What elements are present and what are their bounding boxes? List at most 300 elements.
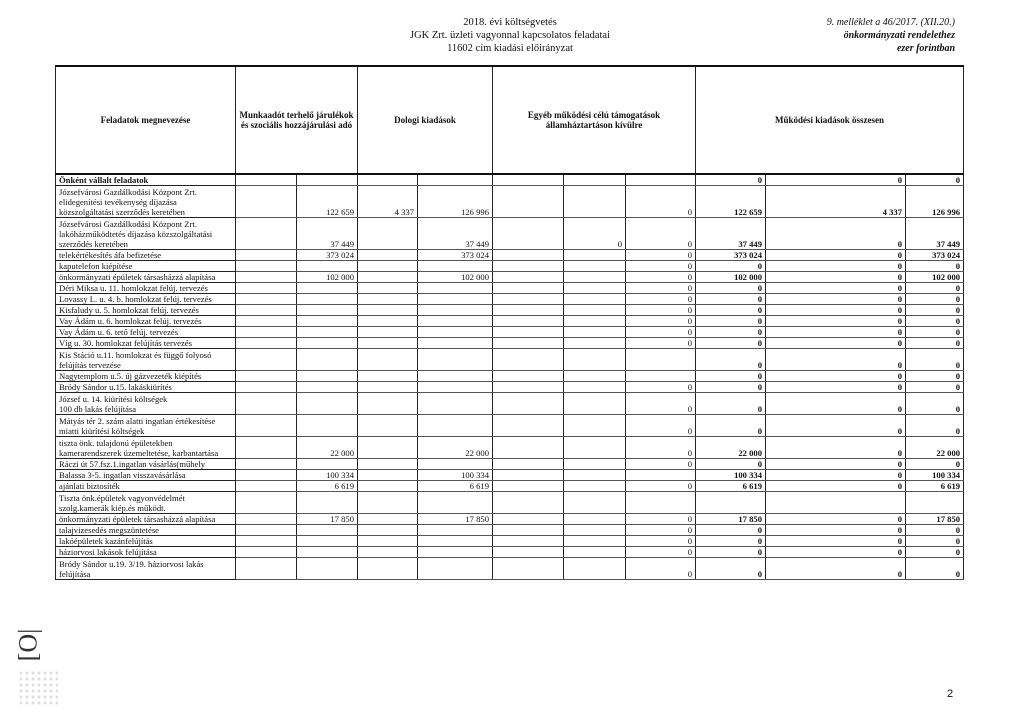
amount-cell: 0 bbox=[766, 218, 906, 250]
task-name-cell bbox=[56, 492, 236, 514]
amount-cell bbox=[358, 338, 418, 349]
task-name-line: Józsefvárosi Gazdálkodási Központ Zrt. bbox=[59, 219, 197, 229]
amount-cell bbox=[564, 261, 626, 272]
amount-cell: 17 850 bbox=[297, 514, 358, 525]
task-name-line: szerződés keretében bbox=[59, 239, 128, 249]
amount-cell bbox=[358, 525, 418, 536]
amount-cell: 122 659 bbox=[297, 186, 358, 218]
amount-cell: 0 bbox=[906, 294, 964, 305]
column-header-task: Feladatok megnevezése bbox=[56, 66, 236, 174]
amount-cell bbox=[297, 415, 358, 437]
amount-cell bbox=[358, 536, 418, 547]
amount-cell bbox=[358, 481, 418, 492]
task-name-cell bbox=[56, 316, 236, 327]
task-name-cell bbox=[56, 459, 236, 470]
task-name-cell bbox=[56, 174, 236, 186]
amount-cell bbox=[297, 393, 358, 415]
amount-cell bbox=[696, 492, 766, 514]
amount-cell: 0 bbox=[906, 283, 964, 294]
task-name-line: Ráczi út 57.fsz.1.ingatlan vásárlás(műhely bbox=[59, 459, 206, 469]
task-name-line: Bródy Sándor u.19. 3/19. háziorvosi lakás bbox=[59, 559, 204, 569]
amount-cell: 0 bbox=[766, 272, 906, 283]
spacer-cell bbox=[236, 261, 297, 272]
amount-cell: 0 bbox=[626, 525, 696, 536]
amount-cell: 0 bbox=[696, 547, 766, 558]
table-row bbox=[56, 316, 964, 327]
spacer-cell bbox=[236, 327, 297, 338]
spacer-cell bbox=[236, 283, 297, 294]
spacer-cell bbox=[236, 174, 297, 186]
amount-cell bbox=[418, 459, 493, 470]
amount-cell: 0 bbox=[766, 481, 906, 492]
amount-cell bbox=[564, 174, 626, 186]
spacer-cell bbox=[236, 338, 297, 349]
amount-cell bbox=[358, 305, 418, 316]
amount-cell: 0 bbox=[766, 415, 906, 437]
spacer-cell bbox=[493, 272, 564, 283]
amount-cell: 0 bbox=[626, 558, 696, 580]
amount-cell bbox=[564, 514, 626, 525]
task-name-cell bbox=[56, 218, 236, 250]
amount-cell bbox=[297, 305, 358, 316]
spacer-cell bbox=[493, 558, 564, 580]
amount-cell: 0 bbox=[906, 371, 964, 382]
amount-cell: 0 bbox=[906, 415, 964, 437]
spacer-cell bbox=[236, 547, 297, 558]
amount-cell bbox=[564, 283, 626, 294]
amount-cell bbox=[297, 349, 358, 371]
task-name-cell bbox=[56, 371, 236, 382]
amount-cell: 0 bbox=[906, 338, 964, 349]
task-name-line: Déri Miksa u. 11. homlokzat felúj. tervezés bbox=[59, 283, 208, 293]
amount-cell bbox=[418, 327, 493, 338]
amount-cell bbox=[297, 382, 358, 393]
spacer-cell bbox=[493, 338, 564, 349]
amount-cell: 0 bbox=[906, 327, 964, 338]
table-row bbox=[56, 525, 964, 536]
task-name-line: Kisfaludy u. 5. homlokzat felúj. tervezés bbox=[59, 305, 199, 315]
amount-cell: 0 bbox=[626, 415, 696, 437]
amount-cell: 0 bbox=[766, 261, 906, 272]
amount-cell: 0 bbox=[696, 305, 766, 316]
amount-cell: 373 024 bbox=[297, 250, 358, 261]
amount-cell bbox=[626, 492, 696, 514]
amount-cell bbox=[564, 481, 626, 492]
handwritten-margin-mark: [O| bbox=[13, 628, 43, 662]
amount-cell: 17 850 bbox=[418, 514, 493, 525]
spacer-cell bbox=[493, 261, 564, 272]
amount-cell bbox=[297, 492, 358, 514]
task-name-line: lakóházműködtetés díjazása közszolgáltatási bbox=[59, 229, 213, 239]
task-name-cell bbox=[56, 327, 236, 338]
amount-cell bbox=[297, 174, 358, 186]
task-name-cell bbox=[56, 186, 236, 218]
amount-cell bbox=[358, 261, 418, 272]
table-row bbox=[56, 305, 964, 316]
task-name-line: Bródy Sándor u.15. lakáskiürítés bbox=[59, 382, 172, 392]
task-name-line: háziorvosi lakások felújítása bbox=[59, 547, 157, 557]
amount-cell: 0 bbox=[696, 294, 766, 305]
amount-cell: 0 bbox=[766, 470, 906, 481]
spacer-cell bbox=[236, 218, 297, 250]
amount-cell: 0 bbox=[696, 338, 766, 349]
amount-cell bbox=[418, 492, 493, 514]
task-name-line: elidegenítési tevékenység díjazása bbox=[59, 197, 177, 207]
amount-cell bbox=[358, 382, 418, 393]
spacer-cell bbox=[493, 536, 564, 547]
amount-cell: 0 bbox=[766, 349, 906, 371]
amount-cell bbox=[418, 371, 493, 382]
amount-cell bbox=[297, 294, 358, 305]
table-row bbox=[56, 349, 964, 371]
amount-cell: 17 850 bbox=[906, 514, 964, 525]
amount-cell bbox=[358, 514, 418, 525]
amount-cell bbox=[564, 272, 626, 283]
amount-cell: 0 bbox=[626, 547, 696, 558]
task-name-cell bbox=[56, 305, 236, 316]
spacer-cell bbox=[493, 415, 564, 437]
amount-cell: 17 850 bbox=[696, 514, 766, 525]
column-header-contributions: Munkaadót terhelő járulékok és szociális hozzájárulási adó bbox=[236, 66, 358, 174]
amount-cell bbox=[297, 558, 358, 580]
page-number: 2 bbox=[947, 688, 954, 700]
spacer-cell bbox=[493, 514, 564, 525]
spacer-cell bbox=[493, 393, 564, 415]
amount-cell bbox=[564, 186, 626, 218]
amount-cell: 0 bbox=[906, 525, 964, 536]
amount-cell: 0 bbox=[906, 536, 964, 547]
amount-cell bbox=[297, 338, 358, 349]
amount-cell bbox=[418, 294, 493, 305]
amount-cell: 0 bbox=[766, 338, 906, 349]
amount-cell: 0 bbox=[696, 393, 766, 415]
amount-cell: 373 024 bbox=[906, 250, 964, 261]
task-name-line: Önként vállalt feladatok bbox=[59, 175, 149, 185]
task-name-line: Tiszta önk.épületek vagyonvédelmét bbox=[59, 493, 185, 503]
table-row bbox=[56, 558, 964, 580]
table-row bbox=[56, 261, 964, 272]
amount-cell: 0 bbox=[626, 327, 696, 338]
spacer-cell bbox=[236, 536, 297, 547]
table-row bbox=[56, 186, 964, 218]
task-name-line: talajvizesedés megszüntetése bbox=[59, 525, 159, 535]
amount-cell bbox=[564, 437, 626, 459]
spacer-cell bbox=[493, 316, 564, 327]
task-name-line: felújítása bbox=[59, 569, 91, 579]
amount-cell bbox=[564, 558, 626, 580]
amount-cell bbox=[297, 327, 358, 338]
spacer-cell bbox=[493, 371, 564, 382]
amount-cell: 0 bbox=[626, 393, 696, 415]
table-row bbox=[56, 393, 964, 415]
scan-smudge bbox=[18, 670, 58, 706]
amount-cell: 4 337 bbox=[766, 186, 906, 218]
amount-cell: 0 bbox=[696, 536, 766, 547]
amount-cell bbox=[297, 283, 358, 294]
amount-cell bbox=[418, 393, 493, 415]
task-name-cell bbox=[56, 393, 236, 415]
amount-cell: 0 bbox=[766, 294, 906, 305]
amount-cell bbox=[564, 294, 626, 305]
table-row bbox=[56, 536, 964, 547]
task-name-line: ajánlati biztosíték bbox=[59, 481, 120, 491]
amount-cell bbox=[418, 283, 493, 294]
header-subtitle: JGK Zrt. üzleti vagyonnal kapcsolatos feladatai bbox=[409, 30, 611, 41]
table-row bbox=[56, 492, 964, 514]
task-name-line: tiszta önk. tulajdonú épületekben bbox=[59, 438, 173, 448]
table-row bbox=[56, 272, 964, 283]
table-row bbox=[56, 459, 964, 470]
spacer-cell bbox=[493, 547, 564, 558]
amount-cell: 37 449 bbox=[297, 218, 358, 250]
spacer-cell bbox=[493, 174, 564, 186]
amount-cell: 0 bbox=[766, 514, 906, 525]
amount-cell: 0 bbox=[906, 547, 964, 558]
amount-cell: 37 449 bbox=[418, 218, 493, 250]
task-name-line: telekértékesítés áfa befizetése bbox=[59, 250, 162, 260]
table-row bbox=[56, 294, 964, 305]
task-name-cell bbox=[56, 382, 236, 393]
amount-cell: 0 bbox=[906, 459, 964, 470]
amount-cell bbox=[564, 393, 626, 415]
spacer-cell bbox=[236, 459, 297, 470]
column-header-other-support: Egyéb működési célú támogatások államháztartáson kívülre bbox=[493, 66, 696, 174]
task-name-line: 100 db lakás felújítása bbox=[59, 404, 137, 414]
amount-cell: 0 bbox=[696, 283, 766, 294]
amount-cell: 22 000 bbox=[297, 437, 358, 459]
amount-cell bbox=[358, 371, 418, 382]
amount-cell bbox=[358, 218, 418, 250]
amount-cell: 126 996 bbox=[906, 186, 964, 218]
task-name-cell bbox=[56, 514, 236, 525]
amount-cell: 6 619 bbox=[696, 481, 766, 492]
amount-cell: 0 bbox=[766, 250, 906, 261]
annex-reference bbox=[770, 16, 955, 55]
amount-cell: 126 996 bbox=[418, 186, 493, 218]
amount-cell bbox=[297, 316, 358, 327]
amount-cell: 0 bbox=[766, 536, 906, 547]
amount-cell bbox=[358, 294, 418, 305]
amount-cell: 22 000 bbox=[418, 437, 493, 459]
amount-cell: 102 000 bbox=[906, 272, 964, 283]
spacer-cell bbox=[236, 305, 297, 316]
table-row bbox=[56, 327, 964, 338]
amount-cell: 0 bbox=[564, 218, 626, 250]
amount-cell bbox=[564, 415, 626, 437]
amount-cell bbox=[358, 558, 418, 580]
task-name-cell bbox=[56, 470, 236, 481]
amount-cell: 6 619 bbox=[906, 481, 964, 492]
amount-cell bbox=[297, 459, 358, 470]
amount-cell bbox=[418, 316, 493, 327]
spacer-cell bbox=[236, 250, 297, 261]
decree-reference: önkormányzati rendelethez bbox=[843, 30, 955, 41]
table-row bbox=[56, 415, 964, 437]
spacer-cell bbox=[236, 525, 297, 536]
amount-cell: 22 000 bbox=[906, 437, 964, 459]
amount-cell: 0 bbox=[766, 437, 906, 459]
amount-cell bbox=[358, 459, 418, 470]
amount-cell: 0 bbox=[626, 338, 696, 349]
spacer-cell bbox=[493, 382, 564, 393]
task-name-line: felújítás tervezése bbox=[59, 360, 121, 370]
table-row bbox=[56, 174, 964, 186]
amount-cell: 37 449 bbox=[906, 218, 964, 250]
spacer-cell bbox=[493, 327, 564, 338]
amount-cell: 0 bbox=[766, 459, 906, 470]
task-name-line: Nagytemplom u.5. új gázvezeték kiépítés bbox=[59, 371, 202, 381]
amount-cell: 0 bbox=[766, 305, 906, 316]
amount-cell: 0 bbox=[696, 174, 766, 186]
amount-cell bbox=[418, 349, 493, 371]
task-name-cell bbox=[56, 261, 236, 272]
amount-cell: 0 bbox=[626, 536, 696, 547]
amount-cell: 0 bbox=[626, 294, 696, 305]
amount-cell: 0 bbox=[906, 382, 964, 393]
amount-cell bbox=[358, 283, 418, 294]
amount-cell bbox=[358, 316, 418, 327]
amount-cell: 0 bbox=[906, 305, 964, 316]
amount-cell: 0 bbox=[906, 316, 964, 327]
task-name-cell bbox=[56, 294, 236, 305]
amount-cell: 0 bbox=[626, 261, 696, 272]
amount-cell bbox=[297, 547, 358, 558]
amount-cell bbox=[297, 536, 358, 547]
amount-cell: 0 bbox=[696, 316, 766, 327]
task-name-line: Mátyás tér 2. szám alatti ingatlan értékesítése bbox=[59, 416, 216, 426]
amount-cell bbox=[564, 536, 626, 547]
spacer-cell bbox=[236, 382, 297, 393]
column-header-material-expenses: Dologi kiadások bbox=[358, 66, 493, 174]
amount-cell bbox=[358, 272, 418, 283]
task-name-cell bbox=[56, 525, 236, 536]
amount-cell: 0 bbox=[696, 261, 766, 272]
table-row bbox=[56, 283, 964, 294]
spacer-cell bbox=[236, 294, 297, 305]
spacer-cell bbox=[493, 218, 564, 250]
spacer-cell bbox=[236, 481, 297, 492]
task-name-cell bbox=[56, 250, 236, 261]
amount-cell bbox=[564, 371, 626, 382]
amount-cell: 0 bbox=[626, 305, 696, 316]
amount-cell bbox=[564, 316, 626, 327]
amount-cell: 0 bbox=[766, 174, 906, 186]
table-row bbox=[56, 437, 964, 459]
amount-cell bbox=[564, 338, 626, 349]
task-name-line: Vay Ádám u. 6. homlokzat felúj. tervezés bbox=[59, 316, 202, 326]
amount-cell: 0 bbox=[906, 558, 964, 580]
spacer-cell bbox=[236, 415, 297, 437]
spacer-cell bbox=[236, 437, 297, 459]
amount-cell bbox=[358, 470, 418, 481]
amount-cell bbox=[626, 349, 696, 371]
annex-number: 9. melléklet a 46/2017. (XII.20.) bbox=[826, 17, 955, 28]
spacer-cell bbox=[493, 481, 564, 492]
amount-cell: 0 bbox=[626, 316, 696, 327]
spacer-cell bbox=[493, 437, 564, 459]
amount-cell bbox=[564, 525, 626, 536]
amount-cell bbox=[626, 470, 696, 481]
table-row bbox=[56, 514, 964, 525]
amount-cell: 0 bbox=[626, 272, 696, 283]
task-name-cell bbox=[56, 547, 236, 558]
task-name-line: kaputelefon kiépítése bbox=[59, 261, 133, 271]
spacer-cell bbox=[493, 459, 564, 470]
amount-cell bbox=[564, 459, 626, 470]
amount-cell bbox=[358, 492, 418, 514]
amount-cell bbox=[418, 558, 493, 580]
amount-cell: 0 bbox=[696, 415, 766, 437]
spacer-cell bbox=[493, 305, 564, 316]
amount-cell: 0 bbox=[626, 437, 696, 459]
amount-cell bbox=[418, 547, 493, 558]
task-name-line: Vay Ádám u. 6. tető felúj. tervezés bbox=[59, 327, 179, 337]
table-row bbox=[56, 470, 964, 481]
document-header bbox=[360, 16, 660, 55]
amount-cell: 0 bbox=[906, 393, 964, 415]
table-row bbox=[56, 250, 964, 261]
amount-cell bbox=[358, 327, 418, 338]
task-name-line: közszolgáltatási szerződés keretében bbox=[59, 207, 185, 217]
spacer-cell bbox=[493, 525, 564, 536]
spacer-cell bbox=[493, 283, 564, 294]
amount-cell: 0 bbox=[696, 459, 766, 470]
amount-cell: 0 bbox=[766, 382, 906, 393]
amount-cell: 0 bbox=[626, 186, 696, 218]
task-name-cell bbox=[56, 481, 236, 492]
amount-cell: 0 bbox=[626, 250, 696, 261]
budget-table bbox=[55, 65, 964, 580]
amount-cell bbox=[564, 547, 626, 558]
header-title: 2018. évi költségvetés bbox=[463, 17, 557, 28]
task-name-line: miatti kiürítési költségek bbox=[59, 426, 145, 436]
amount-cell bbox=[626, 371, 696, 382]
amount-cell: 0 bbox=[626, 514, 696, 525]
spacer-cell bbox=[236, 272, 297, 283]
amount-cell: 100 334 bbox=[696, 470, 766, 481]
spacer-cell bbox=[236, 349, 297, 371]
amount-cell bbox=[418, 536, 493, 547]
task-name-line: Lovassy L. u. 4. b. homlokzat felúj. tervezés bbox=[59, 294, 212, 304]
amount-cell bbox=[418, 382, 493, 393]
task-name-line: önkormányzati épületek társasházzá alapítása bbox=[59, 272, 216, 282]
amount-cell: 0 bbox=[696, 327, 766, 338]
unit-label: ezer forintban bbox=[896, 43, 955, 54]
amount-cell bbox=[766, 492, 906, 514]
amount-cell bbox=[418, 174, 493, 186]
task-name-line: Kis Stáció u.11. homlokzat és függő folyosó bbox=[59, 350, 212, 360]
task-name-cell bbox=[56, 437, 236, 459]
amount-cell: 0 bbox=[906, 174, 964, 186]
task-name-line: szolg.kamerák kiép.és működt. bbox=[59, 503, 166, 513]
amount-cell bbox=[358, 349, 418, 371]
amount-cell: 6 619 bbox=[297, 481, 358, 492]
spacer-cell bbox=[493, 492, 564, 514]
amount-cell: 0 bbox=[766, 547, 906, 558]
task-name-line: lakóépületek kazánfelújítás bbox=[59, 536, 153, 546]
amount-cell: 0 bbox=[906, 261, 964, 272]
spacer-cell bbox=[236, 492, 297, 514]
table-row bbox=[56, 371, 964, 382]
amount-cell bbox=[358, 415, 418, 437]
amount-cell: 0 bbox=[696, 558, 766, 580]
task-name-cell bbox=[56, 338, 236, 349]
amount-cell bbox=[358, 437, 418, 459]
amount-cell bbox=[564, 327, 626, 338]
task-name-line: Balassa 3-5. ingatlan visszavásárlása bbox=[59, 470, 186, 480]
amount-cell: 6 619 bbox=[418, 481, 493, 492]
amount-cell: 0 bbox=[766, 525, 906, 536]
